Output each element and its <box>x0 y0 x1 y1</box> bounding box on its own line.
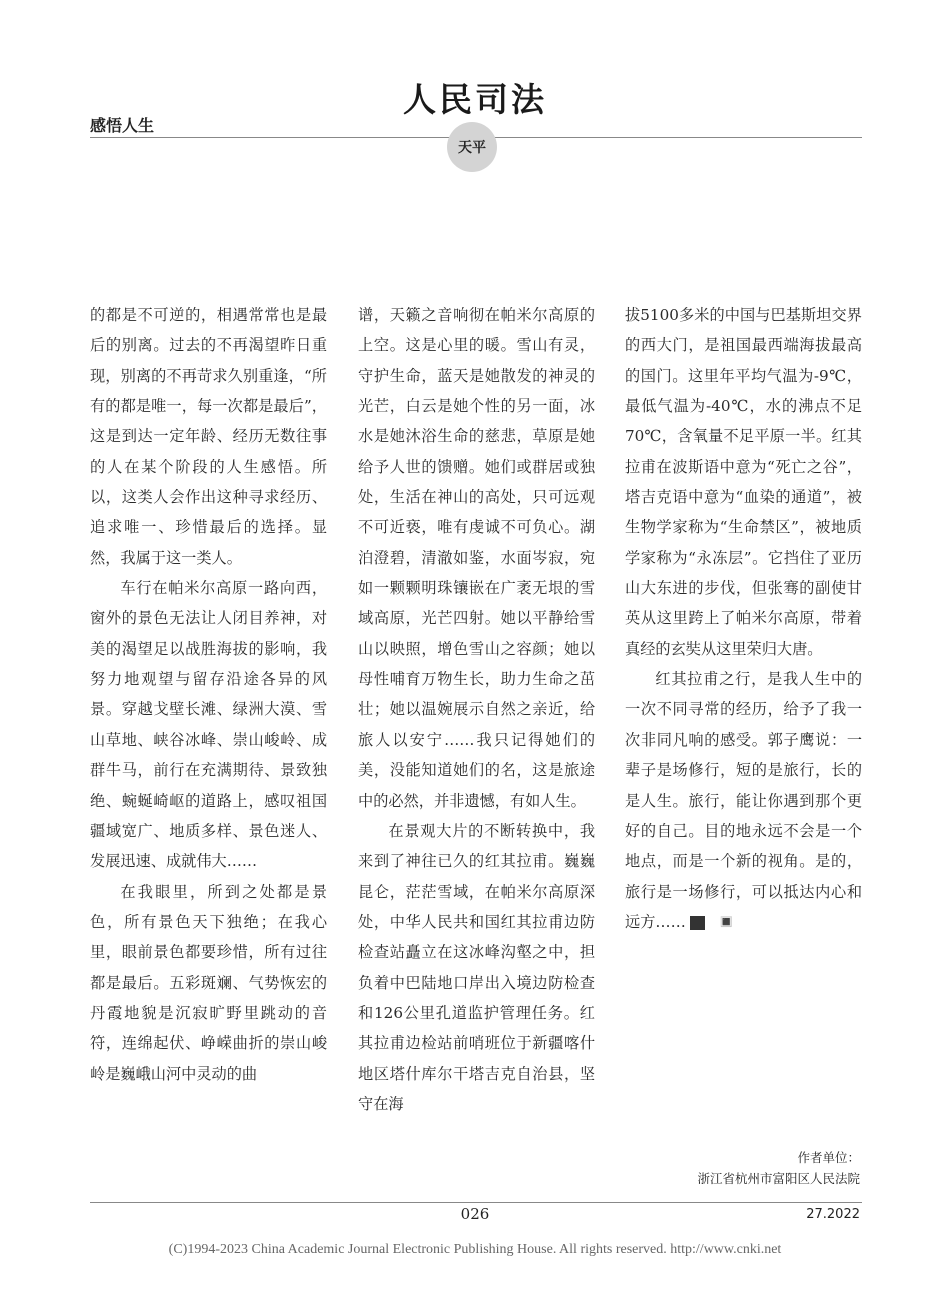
page-number: 026 <box>460 1205 490 1223</box>
paragraph-final <box>625 664 862 937</box>
paragraph: 的都是不可逆的，相遇常常也是最后的别离。过去的不再渴望昨日重现，别离的不再苛求久别重逢，“所有的都是唯一，每一次都是最后”，这是到达一定年龄、经历无数往事的人在某个阶段的人生感悟。所以，这类人会作出这种寻求经历、追求唯一、珍惜最后的选择。显然，我属于这一类人。 <box>90 306 327 567</box>
paragraph: 车行在帕米尔高原一路向西，窗外的景色无法让人闭目养神，对美的渴望足以战胜海拔的影响，我努力地观望与留存沿途各异的风景。穿越戈壁长滩、绿洲大漠、雪山草地、峡谷冰峰、崇山峻岭、成群牛马，前行在充满期待、景致独绝、蜿蜒崎岖的道路上，感叹祖国疆域宽广、地质多样、景色迷人、发展迅速、成就伟大…… <box>90 579 327 871</box>
author-badge <box>447 122 497 172</box>
affiliation-name: 浙江省杭州市富阳区人民法院 <box>697 1171 860 1186</box>
issue-number: 27.2022 <box>806 1207 860 1222</box>
paragraph: 在景观大片的不断转换中，我来到了神往已久的红其拉甫。巍巍昆仑，茫茫雪域，在帕米尔高原深处，中华人民共和国红其拉甫边防检查站矗立在这冰峰沟壑之中，担负着中巴陆地口岸出入境边防检查和126公里孔道监护管理任务。红其拉甫边检站前哨班位于新疆喀什地区塔什库尔干塔吉克自治县，坚守在海 <box>358 821 595 1113</box>
text-column-1 <box>90 300 327 1089</box>
author-affiliation <box>697 1147 860 1189</box>
section-label: 感悟人生 <box>90 116 155 135</box>
paragraph: 谱，天籁之音响彻在帕米尔高原的上空。这是心里的暖。雪山有灵，守护生命，蓝天是她散发的神灵的光芒，白云是她个性的另一面，冰水是她沐浴生命的慈悲，草原是她给予人世的馈赠。她们或群居或独处，生活在神山的高处，只可远观不可近亵，唯有虔诚不可负心。湖泊澄碧，清澈如鉴，水面岑寂，宛如一颗颗明珠镶嵌在广袤无垠的雪域高原，光芒四射。她以平静给雪山以映照，增色雪山之容颜；她以母性哺育万物生长，助力生命之茁壮；她以温婉展示自然之亲近，给旅人以安宁……我只记得她们的美，没能知道她们的名，这是旅途中的必然，并非遗憾，有如人生。 <box>358 306 595 810</box>
text-column-2 <box>358 300 595 1119</box>
author-name: 天平 <box>458 140 486 156</box>
end-mark-icon: 🔳 <box>690 916 705 930</box>
footer-rule <box>90 1202 862 1203</box>
text-column-3 <box>625 300 862 937</box>
affiliation-label: 作者单位： <box>797 1150 860 1165</box>
paragraph-text: 红其拉甫之行，是我人生中的一次不同寻常的经历，给予了我一次非同凡响的感受。郭子鹰说：一辈子是场修行，短的是旅行，长的是人生。旅行，能让你遇到那个更好的自己。目的地永远不会是一个地点，而是一个新的视角。是的，旅行是一场修行，可以抵达内心和远方…… <box>625 670 862 931</box>
journal-masthead: 人民司法 <box>403 80 547 119</box>
paragraph: 拔5100多米的中国与巴基斯坦交界的西大门，是祖国最西端海拔最高的国门。这里年平均气温为-9℃，最低气温为-40℃，水的沸点不足70℃，含氧量不足平原一半。红其拉甫在波斯语中意为“死亡之谷”，塔吉克语中意为“血染的通道”，被生物学家称为“生命禁区”，被地质学家称为“永冻层”。它挡住了亚历山大东进的步伐，但张骞的副使甘英从这里跨上了帕米尔高原，带着真经的玄奘从这里荣归大唐。 <box>625 306 862 658</box>
paragraph: 在我眼里，所到之处都是景色，所有景色天下独绝；在我心里，眼前景色都要珍惜，所有过往都是最后。五彩斑斓、气势恢宏的丹霞地貌是沉寂旷野里跳动的音符，连绵起伏、峥嵘曲折的崇山峻岭是巍峨山河中灵动的曲 <box>90 882 327 1083</box>
copyright-notice: (C)1994-2023 China Academic Journal Electronic Publishing House. All rights reserved. http://www.cnki.net <box>168 1242 782 1257</box>
